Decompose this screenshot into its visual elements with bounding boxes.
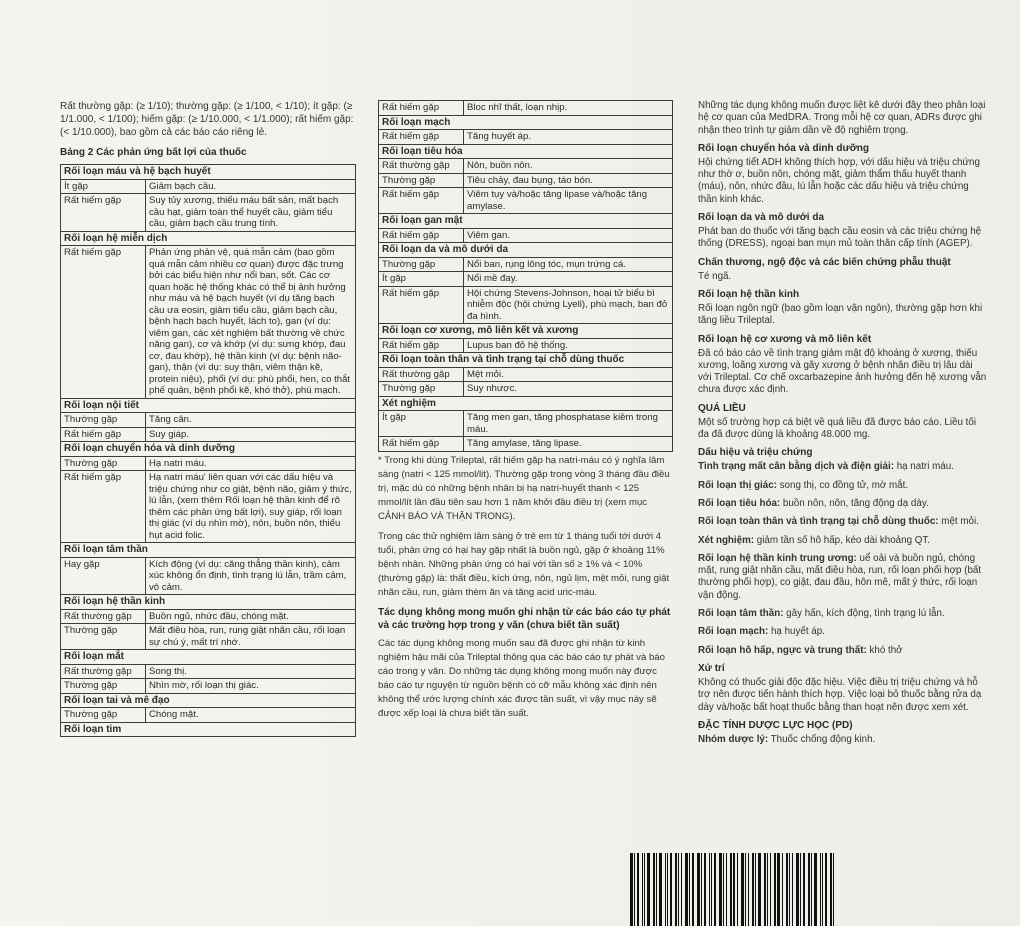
sign-text: giảm tần số hô hấp, kéo dài khoảng QT. — [754, 534, 930, 546]
barcode-bar — [714, 853, 716, 926]
sign-label: Xét nghiệm: — [698, 534, 755, 546]
barcode-bar — [711, 853, 712, 926]
barcode-bar — [709, 853, 710, 926]
frequency-cell: Ít gặp — [379, 411, 464, 437]
reaction-cell: Lupus ban đỏ hệ thống. — [464, 338, 673, 353]
barcode-bar — [814, 853, 817, 926]
section-heading: Rối loạn hệ cơ xương và mô liên kết — [698, 333, 872, 345]
table-row — [61, 456, 356, 471]
frequency-cell: Rất thường gặp — [379, 367, 464, 382]
barcode-bar — [737, 853, 738, 926]
barcode-bar — [667, 853, 668, 926]
frequency-cell: Thường gặp — [61, 679, 146, 694]
treatment-heading: Xử trí — [698, 662, 725, 674]
table-row — [379, 272, 673, 287]
barcode-bar — [822, 853, 823, 926]
section-skin — [698, 212, 988, 251]
hyponatremia-footnote: * Trong khi dùng Trileptal, rất hiếm gặp hạ natri-máu có ý nghĩa lâm sàng (natri < 125 mmol/lit). Thường gặp trong vòng 3 tháng đầu điều trị, mặc dù có những bệnh nhân bị hạ natri-huyết thanh < 125 mmol/lít lần đầu tiên sau hơn 1 năm khởi đầu điều trị (xem mục CẢNH BÁO VÀ THẬN TRỌNG). — [378, 454, 670, 522]
barcode-bar — [752, 853, 754, 926]
barcode-bar — [659, 853, 662, 926]
table-category-row — [61, 693, 356, 708]
table-category-row — [61, 650, 356, 665]
reaction-cell: Bloc nhĩ thất, loạn nhịp. — [464, 101, 673, 116]
frequency-cell: Ít gặp — [61, 179, 146, 194]
category-label: Rối loạn chuyển hóa và dinh dưỡng — [61, 442, 356, 457]
column-2 — [378, 100, 673, 727]
category-label: Rối loạn hệ miễn dịch — [61, 231, 356, 246]
sign-text: gây hấn, kích động, tình trạng lú lẫn. — [783, 608, 945, 620]
pd-line — [698, 734, 988, 746]
pediatric-paragraph: Trong các thử nghiệm lâm sàng ở trẻ em từ 1 tháng tuổi tới dưới 4 tuổi, phản ứng có hại hay gặp nhất là buồn ngủ, gặp ở khoảng 11% bệnh nhân. Những phản ứng có hại với tần số ≥ 1% và < 10% (thường gặp) là: thất điều, kích ứng, nôn, ngủ lịm, mệt mỏi, rung giật nhãn cầu, run, giảm thèm ăn và tăng acid uric-máu. — [378, 530, 670, 598]
table-row — [379, 101, 673, 116]
barcode-bar — [825, 853, 827, 926]
category-label: Rối loạn nội tiết — [61, 398, 356, 413]
pd-heading: ĐẶC TÍNH DƯỢC LỰC HỌC (PD) — [698, 719, 853, 731]
reaction-cell: Tiêu chảy, đau bụng, táo bón. — [464, 173, 673, 188]
sign-text: hạ huyết áp. — [768, 626, 825, 638]
barcode-bar — [644, 853, 645, 926]
table-category-row — [61, 231, 356, 246]
reaction-cell: Tăng men gan, tăng phosphatase kiềm trong máu. — [464, 411, 673, 437]
table-category-row — [379, 243, 673, 258]
frequency-cell: Rất thường gặp — [379, 159, 464, 174]
sign-label: Rối loạn thị giác: — [698, 479, 777, 491]
frequency-cell: Thường gặp — [379, 173, 464, 188]
barcode-bar — [767, 853, 768, 926]
barcode-bar — [782, 853, 783, 926]
signs-heading: Dấu hiệu và triệu chứng — [698, 447, 813, 459]
sign-item — [698, 461, 988, 473]
sign-label: Rối loạn tâm thần: — [698, 608, 784, 620]
reaction-cell: Buồn ngủ, nhức đầu, chóng mặt. — [146, 609, 356, 624]
category-label: Rối loạn da và mô dưới da — [379, 243, 673, 258]
sign-item — [698, 516, 988, 528]
barcode-bar — [704, 853, 706, 926]
table-row — [379, 286, 673, 324]
overdose-heading: QUÁ LIỀU — [698, 402, 746, 414]
reaction-cell: Hạ natri máu' liên quan với các dấu hiệu và triệu chứng như co giật, bệnh não, giảm ý thức, lú lẫn, (xem thêm Rối loạn hệ thần kinh để rõ thêm các phản ứng bất lợi), suy giáp, rối loạn thị giác (ví dụ nhìn mờ), nôn, buồn nôn, thiếu hụt acid folic. — [146, 471, 356, 543]
barcode-bar — [634, 853, 635, 926]
spontaneous-reports-text: Các tác dụng không mong muốn sau đã được ghi nhận từ kinh nghiệm hậu mãi của Trileptal thông qua các báo cáo tự phát và báo cáo trong y văn. Do những tác dụng không mong muốn này được báo cáo tự nguyện từ nguồn bệnh có cỡ mẫu không xác định nên không thể ước lượng chính xác được tần suất, vì vậy mục này sẽ được xếp loại là chưa biết tần suất. — [378, 637, 665, 719]
table-row — [379, 257, 673, 272]
spontaneous-reports-heading: Tác dụng không mong muốn ghi nhận từ các báo cáo tự phát và các trường hợp trong y văn (chưa biết tần suất) — [378, 606, 671, 631]
barcode-bar — [726, 853, 727, 926]
frequency-cell: Thường gặp — [61, 708, 146, 723]
section-text: Phát ban do thuốc với tăng bạch cầu eosin và các triệu chứng hệ thống (DRESS), ngoại ban mụn mủ toàn thân cấp tính (AGEP). — [698, 226, 982, 250]
table-row — [379, 382, 673, 397]
section-text: Đã có báo cáo về tình trạng giảm mật độ khoáng ở xương, thiếu xương, loãng xương và gãy xương ở bệnh nhân điều trị lâu dài với Trileptal. Cơ chế oxcarbazepine ảnh hưởng đến hệ xương vẫn chưa được xác định. — [698, 347, 987, 396]
table-row — [61, 427, 356, 442]
sign-item — [698, 480, 988, 492]
reaction-cell: Phản ứng phản vệ, quá mẫn cảm (bao gồm quá mẫn cảm nhiều cơ quan) được đặc trưng bởi các biểu hiện như nổi ban, sốt. Các cơ quan hoặc hệ thống khác có thể bị ảnh hưởng như máu và hệ bạch huyết (ví dụ tăng bạch cầu ưa eosin, giảm tiểu cầu, giảm bạch cầu, bệnh hạch bạch huyết, lách to), gan (ví dụ: viêm gan, các xét nghiệm bất thường về chức năng gan), cơ và khớp (ví dụ: sưng khớp, đau cơ, đau khớp), hệ thần kinh (ví dụ: bệnh não-gan), thận (ví dụ: suy thận, viêm thận kẽ, protein niệu), phổi (ví dụ: phù phổi, hen, co thắt phế quản, bệnh phổi kẽ, khó thở), phù mạch. — [146, 246, 356, 399]
reaction-cell: Kích động (ví dụ: căng thẳng thần kinh), cảm xúc không ổn định, tình trạng lú lẫn, trầm cảm, vô cảm. — [146, 557, 356, 595]
barcode-bar — [697, 853, 700, 926]
table-row — [379, 411, 673, 437]
barcode-bar — [755, 853, 756, 926]
barcode-bar — [792, 853, 793, 926]
barcode-bar — [678, 853, 679, 926]
section-injury — [698, 257, 988, 283]
table-row — [379, 338, 673, 353]
sign-label: Rối loạn hô hấp, ngực và trung thất: — [698, 644, 867, 656]
reaction-cell: Chóng mặt. — [146, 708, 356, 723]
table-row — [379, 159, 673, 174]
category-label: Rối loạn tiêu hóa — [379, 144, 673, 159]
barcode-bar — [745, 853, 746, 926]
barcode-bar — [665, 853, 666, 926]
barcode-bar — [764, 853, 766, 926]
meddra-intro: Những tác dụng không muốn được liệt kê dưới đây theo phân loại hệ cơ quan của MedDRA. Trong mỗi hệ cơ quan, ADRs được ghi nhận theo trình tự giảm dần về độ nghiêm trọng. — [698, 100, 986, 136]
table-row — [61, 557, 356, 595]
barcode-bar — [770, 853, 771, 926]
category-label: Rối loạn tâm thần — [61, 543, 356, 558]
category-label: Rối loạn tai và mê đạo — [61, 693, 356, 708]
table-row — [61, 413, 356, 428]
frequency-cell: Thường gặp — [379, 382, 464, 397]
table-row — [379, 228, 673, 243]
frequency-cell: Rất hiếm gặp — [61, 194, 146, 232]
table-row — [61, 624, 356, 650]
signs-list — [698, 461, 988, 657]
sign-item — [698, 645, 988, 657]
adverse-reactions-table-1 — [60, 164, 356, 737]
reaction-cell: Nổi ban, rụng lông tóc, mụn trứng cá. — [464, 257, 673, 272]
section-heading: Rối loạn hệ thần kinh — [698, 288, 800, 300]
barcode-bar — [811, 853, 812, 926]
reaction-cell: Suy giáp. — [146, 427, 356, 442]
section-musculoskeletal — [698, 334, 988, 397]
column-3 — [698, 100, 988, 752]
table-category-row — [61, 543, 356, 558]
category-label: Rối loạn cơ xương, mô liên kết và xương — [379, 324, 673, 339]
reaction-cell: Viêm tụy và/hoặc tăng lipase và/hoặc tăng amylase. — [464, 188, 673, 214]
sign-text: uể oải và buồn ngủ, chóng mặt, rung giật nhãn cầu, mất điều hòa, run, rối loạn phối hợp (bất thường phối hợp), co giật, đau đầu, hôn mê, mất ý thức, rối loạn vận động. — [698, 552, 982, 601]
table-row — [61, 246, 356, 399]
reaction-cell: Tăng cân. — [146, 413, 356, 428]
barcode-bar — [730, 853, 732, 926]
frequency-cell: Rất hiếm gặp — [61, 427, 146, 442]
barcode-icon — [630, 853, 855, 926]
reaction-cell: Hạ natri máu. — [146, 456, 356, 471]
barcode-bar — [796, 853, 799, 926]
section-text: Hội chứng tiết ADH không thích hợp, với dấu hiệu và triệu chứng như thờ ơ, buồn nôn, chóng mặt, giảm thẩm thấu huyết thanh (máu), nôn, nhức đầu, lú lẫn hoặc các dấu hiệu và triệu chứng thần kinh khác. — [698, 156, 980, 205]
barcode-bar — [774, 853, 776, 926]
sign-item — [698, 535, 988, 547]
section-metabolism — [698, 143, 988, 206]
table-row — [61, 664, 356, 679]
category-label: Rối loạn mắt — [61, 650, 356, 665]
column-1 — [60, 100, 356, 737]
table-category-row — [61, 165, 356, 180]
table-row — [61, 179, 356, 194]
frequency-cell: Rất hiếm gặp — [379, 286, 464, 324]
frequency-cell: Rất thường gặp — [61, 609, 146, 624]
sign-text: mệt mỏi. — [938, 516, 979, 528]
reaction-cell: Suy nhược. — [464, 382, 673, 397]
reaction-cell: Tăng huyết áp. — [464, 130, 673, 145]
sign-label: Rối loạn mạch: — [698, 626, 769, 638]
treatment-text: Không có thuốc giải độc đặc hiệu. Việc điều trị triệu chứng và hỗ trợ nên được tiến hành thích hợp. Việc loại bỏ thuốc bằng rửa dạ dày và/hoặc bất hoạt thuốc bằng than hoạt nên được xem xét. — [698, 676, 982, 713]
frequency-cell: Thường gặp — [61, 413, 146, 428]
barcode-bar — [670, 853, 672, 926]
barcode-bar — [741, 853, 744, 926]
category-label: Rối loạn mạch — [379, 115, 673, 130]
table-category-row — [379, 353, 673, 368]
barcode-bar — [830, 853, 832, 926]
barcode-bar — [719, 853, 722, 926]
table-category-row — [379, 324, 673, 339]
reaction-cell: Mất điều hòa, run, rung giật nhãn cầu, rối loạn sự chú ý, mất trí nhớ. — [146, 624, 356, 650]
barcode-bar — [689, 853, 690, 926]
reaction-cell: Tăng amylase, tăng lipase. — [464, 437, 673, 452]
frequency-cell: Rất hiếm gặp — [379, 338, 464, 353]
table-row — [379, 367, 673, 382]
sign-item — [698, 553, 988, 602]
barcode-bar — [820, 853, 821, 926]
frequency-cell: Thường gặp — [379, 257, 464, 272]
category-label: Xét nghiệm — [379, 396, 673, 411]
table-category-row — [379, 144, 673, 159]
frequency-cell: Rất hiếm gặp — [379, 130, 464, 145]
adverse-reactions-table-2 — [378, 100, 673, 452]
sign-label: Rối loạn toàn thân và tình trạng tại chỗ dùng thuốc: — [698, 516, 939, 528]
barcode-bar — [685, 853, 688, 926]
reaction-cell: Giảm bạch cầu. — [146, 179, 356, 194]
section-heading: Rối loạn da và mô dưới da — [698, 212, 825, 224]
frequency-cell: Thường gặp — [61, 624, 146, 650]
barcode-bar — [637, 853, 639, 926]
reaction-cell: Hội chứng Stevens-Johnson, hoại tử biểu bì nhiễm độc (hội chứng Lyell), phù mạch, ban đỏ đa hình. — [464, 286, 673, 324]
barcode-bar — [723, 853, 724, 926]
frequency-cell: Rất hiếm gặp — [61, 246, 146, 399]
table-category-row — [61, 398, 356, 413]
barcode-bar — [803, 853, 805, 926]
reaction-cell: Nổi mề đay. — [464, 272, 673, 287]
table-category-row — [379, 214, 673, 229]
sign-text: hạ natri máu. — [893, 461, 954, 473]
table-row — [61, 708, 356, 723]
table-row — [379, 188, 673, 214]
barcode-bar — [701, 853, 702, 926]
sign-item — [698, 608, 988, 620]
barcode-bar — [748, 853, 749, 926]
table-title: Bảng 2 Các phản ứng bất lợi của thuốc — [60, 147, 247, 158]
category-label: Rối loạn tim — [61, 722, 356, 737]
frequency-intro: Rất thường gặp: (≥ 1/10); thường gặp: (≥ 1/100, < 1/10); ít gặp: (≥ 1/1.000, < 1/100); hiếm gặp: (≥ 1/10.000, < 1/1.000); rất hiếm gặp: (< 1/10.000), bao gồm cả các báo cáo riêng lẻ. — [60, 101, 354, 138]
table-row — [379, 130, 673, 145]
reaction-cell: Nôn, buồn nôn. — [464, 159, 673, 174]
reaction-cell: Mệt mỏi. — [464, 367, 673, 382]
sign-text: khó thở — [866, 644, 903, 656]
sign-text: song thị, co đồng tử, mờ mắt. — [776, 479, 909, 491]
frequency-cell: Hay gặp — [61, 557, 146, 595]
sign-label: Rối loạn tiêu hóa: — [698, 497, 781, 509]
section-heading: Chấn thương, ngộ độc và các biến chứng phẫu thuật — [698, 256, 951, 268]
pd-value: Thuốc chống động kinh. — [768, 733, 876, 745]
sign-item — [698, 498, 988, 510]
table-row — [379, 437, 673, 452]
frequency-cell: Ít gặp — [379, 272, 464, 287]
barcode-bar — [833, 853, 834, 926]
table-category-row — [379, 115, 673, 130]
category-label: Rối loạn máu và hệ bạch huyết — [61, 165, 356, 180]
table-row — [61, 679, 356, 694]
table-row — [379, 173, 673, 188]
table-category-row — [61, 595, 356, 610]
section-text: Rối loạn ngôn ngữ (bao gồm loạn vận ngôn), thường gặp hơn khi tăng liều Trileptal. — [698, 302, 983, 327]
barcode-bar — [777, 853, 780, 926]
category-label: Rối loạn gan mật — [379, 214, 673, 229]
reaction-cell: Nhìn mờ, rối loạn thị giác. — [146, 679, 356, 694]
barcode-bar — [800, 853, 801, 926]
barcode-bar — [758, 853, 761, 926]
table-row — [61, 471, 356, 543]
barcode-bar — [675, 853, 677, 926]
frequency-cell: Rất hiếm gặp — [379, 437, 464, 452]
table-category-row — [379, 396, 673, 411]
frequency-cell: Rất hiếm gặp — [379, 188, 464, 214]
category-label: Rối loạn hệ thần kinh — [61, 595, 356, 610]
barcode-bar — [642, 853, 643, 926]
sign-label: Tình trạng mất cân bằng dịch và điện giải: — [698, 461, 894, 473]
frequency-cell: Rất hiếm gặp — [379, 101, 464, 116]
table-category-row — [61, 722, 356, 737]
barcode-bar — [647, 853, 650, 926]
pd-label: Nhóm dược lý: — [698, 733, 769, 745]
barcode-bar — [653, 853, 655, 926]
barcode-bar — [789, 853, 790, 926]
overdose-text: Một số trường hợp cá biệt về quá liều đã được báo cáo. Liều tối đa đã được dùng là khoảng 48.000 mg. — [698, 416, 977, 441]
reaction-cell: Suy tủy xương, thiếu máu bất sản, mất bạch cầu hạt, giảm toàn thể huyết cầu, giảm tiểu cầu, giảm bạch cầu trung tính. — [146, 194, 356, 232]
section-text: Té ngã. — [698, 270, 732, 282]
barcode-bar — [681, 853, 682, 926]
frequency-cell: Rất thường gặp — [61, 664, 146, 679]
sign-item — [698, 626, 988, 638]
section-heading: Rối loạn chuyển hóa và dinh dưỡng — [698, 142, 870, 154]
barcode-bar — [692, 853, 694, 926]
barcode-bar — [733, 853, 735, 926]
frequency-cell: Rất hiếm gặp — [379, 228, 464, 243]
sign-label: Rối loạn hệ thần kinh trung ương: — [698, 552, 857, 564]
frequency-cell: Thường gặp — [61, 456, 146, 471]
reaction-cell: Viêm gan. — [464, 228, 673, 243]
section-nervous — [698, 289, 988, 328]
reaction-cell: Song thị. — [146, 664, 356, 679]
barcode-bar — [656, 853, 657, 926]
sign-text: buồn nôn, nôn, tăng động dạ dày. — [780, 497, 929, 509]
table-row — [61, 609, 356, 624]
barcode-bar — [808, 853, 810, 926]
category-label: Rối loạn toàn thân và tình trạng tại chỗ dùng thuốc — [379, 353, 673, 368]
table-row — [61, 194, 356, 232]
barcode-bar — [630, 853, 633, 926]
frequency-cell: Rất hiếm gặp — [61, 471, 146, 543]
table-category-row — [61, 442, 356, 457]
barcode-bar — [786, 853, 788, 926]
